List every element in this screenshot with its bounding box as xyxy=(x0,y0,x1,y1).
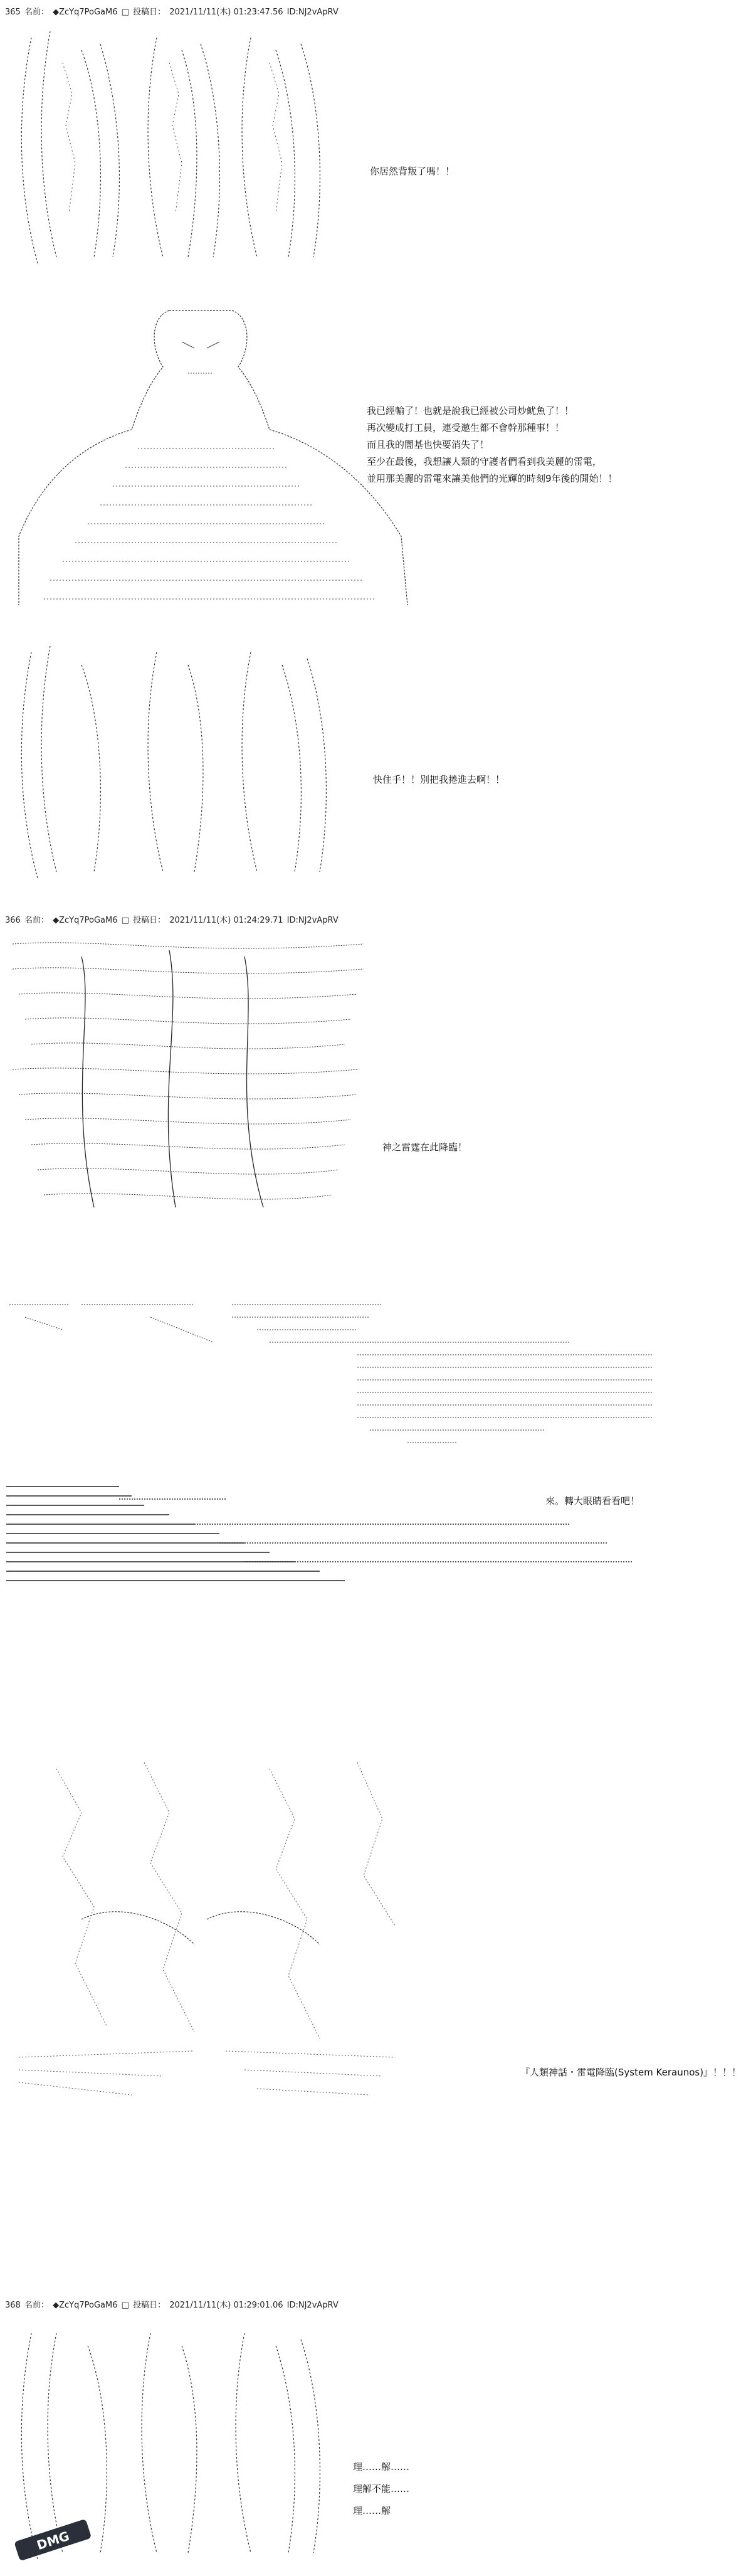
post-date: 2021/11/11(木) 01:29:01.06 xyxy=(169,2301,283,2310)
dialogue-divine-thunder: 神之雷霆在此降臨！ xyxy=(382,1142,468,1153)
mark: □ xyxy=(121,8,129,17)
dialogue-line: 並用那美麗的雷電來讓美他們的光輝的時刻9年後的開始！！ xyxy=(367,473,618,484)
dialogue-understand-2: 理解不能…… xyxy=(353,2483,410,2494)
post-header-368 xyxy=(5,2298,340,2310)
dialogue-block-speech xyxy=(367,403,618,487)
tripcode[interactable]: ◆ZcYq7PoGaM6 xyxy=(53,916,118,925)
ascii-art-lightning xyxy=(6,1756,414,2120)
post-date: 2021/11/11(木) 01:23:47.56 xyxy=(169,8,283,17)
dialogue-line: 至少在最後，我想讓人類的守護者們看到我美麗的雷電， xyxy=(367,456,602,467)
tripcode[interactable]: ◆ZcYq7PoGaM6 xyxy=(53,2301,118,2310)
post-date: 2021/11/11(木) 01:24:29.71 xyxy=(169,916,283,925)
svg-text:DMG: DMG xyxy=(34,2528,71,2553)
mark: □ xyxy=(121,916,129,925)
post-id[interactable]: ID:NJ2vApRV xyxy=(286,8,339,17)
ascii-art-dense-character xyxy=(6,931,370,1232)
post-number: 366 xyxy=(5,916,21,925)
date-label: 投稿日： xyxy=(133,916,166,925)
dialogue-line: 我已經輸了！也就是說我已經被公司炒鱿魚了！！ xyxy=(367,405,574,416)
name-label: 名前： xyxy=(24,2301,49,2310)
watermark-logo xyxy=(9,2520,103,2558)
ascii-art-hands-1 xyxy=(13,25,364,270)
dialogue-look: 來。轉大眼睛看看吧！ xyxy=(545,1495,640,1507)
post-id[interactable]: ID:NJ2vApRV xyxy=(286,916,339,925)
post-header-366 xyxy=(5,913,340,925)
date-label: 投稿日： xyxy=(133,2301,166,2310)
dialogue-betrayal: 你居然背叛了嗎！！ xyxy=(370,166,455,177)
name-label: 名前： xyxy=(24,916,49,925)
post-number: 365 xyxy=(5,8,21,17)
mark: □ xyxy=(121,2301,129,2310)
dialogue-system-keraunos: 『人類神話・雷電降臨(System Keraunos)』！！！ xyxy=(520,2067,741,2078)
dialogue-understand-1: 理……解…… xyxy=(353,2461,410,2473)
post-header-365 xyxy=(5,5,340,17)
ascii-art-cloaked-figure xyxy=(13,298,414,612)
dialogue-stop: 快住手！！別把我捲進去啊！！ xyxy=(373,774,505,785)
post-number: 368 xyxy=(5,2301,21,2310)
dialogue-line: 而且我的闇基也快要消失了！ xyxy=(367,439,490,450)
date-label: 投稿日： xyxy=(133,8,166,17)
tripcode[interactable]: ◆ZcYq7PoGaM6 xyxy=(53,8,118,17)
ascii-art-hands-2 xyxy=(13,640,364,884)
name-label: 名前： xyxy=(24,8,49,17)
dialogue-line: 再次變成打工員，連受邀生都不會幹那種事！！ xyxy=(367,422,565,433)
post-id[interactable]: ID:NJ2vApRV xyxy=(286,2301,339,2310)
dialogue-understand-3: 理……解 xyxy=(353,2505,391,2516)
ascii-art-striped xyxy=(6,1292,658,1593)
